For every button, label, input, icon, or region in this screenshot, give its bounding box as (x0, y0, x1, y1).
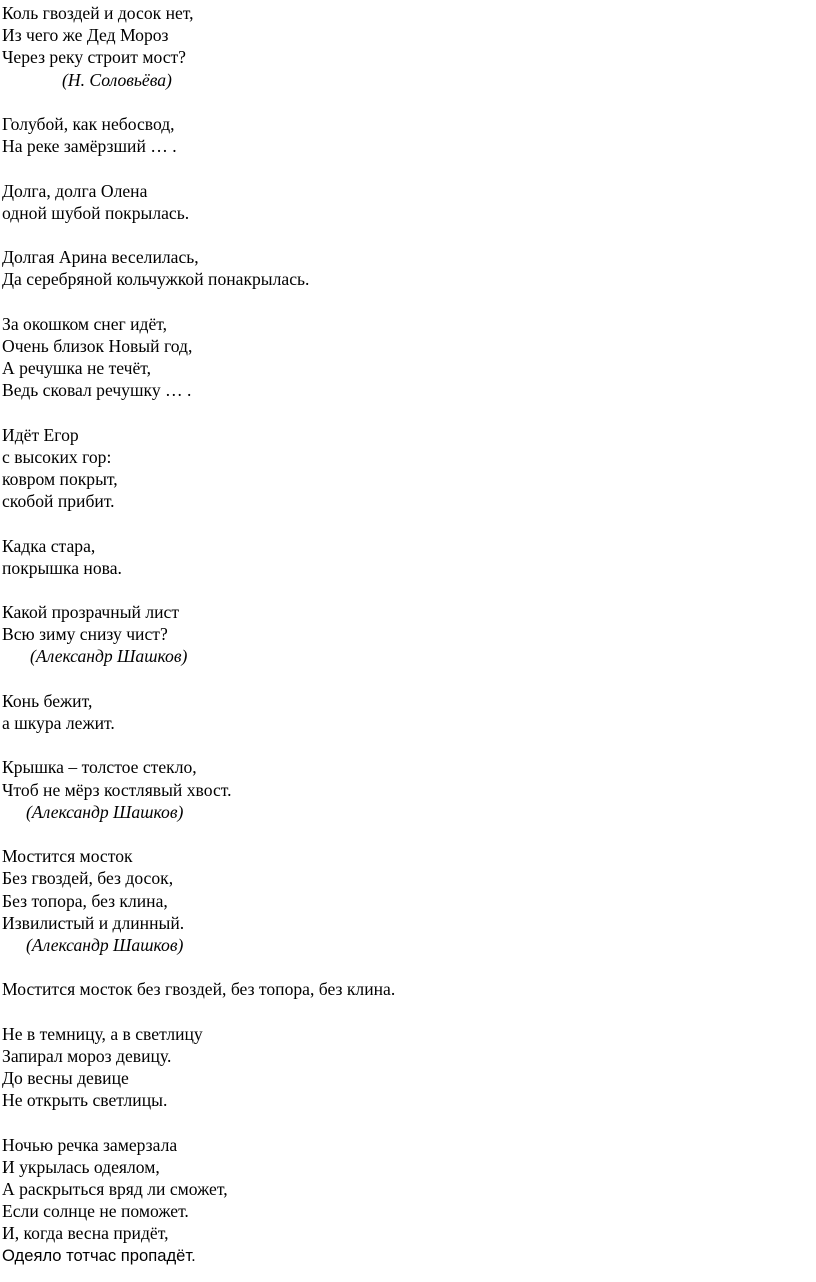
riddle-author: (Александр Шашков) (26, 801, 184, 822)
riddle-line: На реке замёрзший … . (2, 136, 177, 157)
riddle-line: Ночью речка замерзала (2, 1134, 178, 1155)
riddle-line: И укрылась одеялом, (2, 1156, 160, 1177)
riddle-line: Идёт Егор (2, 424, 79, 445)
riddle-13 (2, 1023, 816, 1112)
riddle-line: а шкура лежит. (2, 713, 115, 733)
stanza-gap (2, 401, 816, 423)
riddle-line: Не открыть светлицы. (2, 1090, 168, 1111)
riddle-line: А раскрыться вряд ли сможет, (2, 1178, 228, 1199)
riddle-line: Извилистый и длинный. (2, 912, 185, 933)
riddle-line: Голубой, как небосвод, (2, 113, 175, 134)
stanza-gap (2, 823, 816, 845)
riddle-line: Из чего же Дед Мороз (2, 25, 169, 46)
riddle-line: Крышка – толстое стекло, (2, 757, 197, 778)
riddle-line: Конь бежит, (2, 690, 93, 711)
stanza-gap (2, 157, 816, 179)
riddle-line: Коль гвоздей и досок нет, (2, 3, 194, 23)
stanza-gap (2, 1111, 816, 1133)
riddle-7 (2, 535, 816, 579)
riddle-line: Мостится мосток без гвоздей, без топора, без клина. (2, 979, 396, 1000)
riddle-line: скобой прибит. (2, 491, 115, 512)
riddle-line: ковром покрыт, (2, 468, 118, 489)
riddle-line: Без топора, без клина, (2, 890, 168, 911)
riddle-line: И, когда весна придёт, (2, 1223, 169, 1244)
riddle-line: Если солнце не поможет. (2, 1201, 189, 1222)
riddle-10 (2, 756, 816, 823)
riddle-3 (2, 180, 816, 224)
riddle-line: Долга, долга Олена (2, 180, 148, 201)
riddle-2 (2, 113, 816, 157)
riddle-line: покрышка нова. (2, 557, 122, 578)
riddle-6 (2, 424, 816, 513)
riddle-author: (Александр Шашков) (30, 646, 188, 667)
stanza-gap (2, 1000, 816, 1022)
riddle-11 (2, 845, 816, 956)
riddle-line: Через реку строит мост? (2, 47, 186, 68)
riddle-line: Да серебряной кольчужкой понакрылась. (2, 269, 310, 290)
riddle-line: Мостится мосток (2, 846, 133, 867)
stanza-gap (2, 224, 816, 246)
riddle-4 (2, 246, 816, 290)
riddle-1 (2, 2, 816, 91)
stanza-gap (2, 512, 816, 534)
stanza-gap (2, 668, 816, 690)
riddle-line: Ведь сковал речушку … . (2, 380, 192, 401)
riddle-line: Долгая Арина веселилась, (2, 247, 199, 268)
riddle-line: Одеяло тотчас пропадёт. (2, 1245, 196, 1265)
riddle-line: Какой прозрачный лист (2, 602, 180, 623)
stanza-gap (2, 91, 816, 113)
riddle-line: Очень близок Новый год, (2, 335, 193, 356)
riddle-line: За окошком снег идёт, (2, 313, 168, 334)
riddle-line: До весны девице (2, 1068, 129, 1088)
riddle-line: Не в темницу, а в светлицу (2, 1023, 203, 1044)
riddle-line: Кадка стара, (2, 535, 96, 556)
riddle-author: (Н. Соловьёва) (62, 69, 172, 90)
riddle-5 (2, 313, 816, 402)
stanza-gap (2, 734, 816, 756)
riddle-author: (Александр Шашков) (26, 934, 184, 955)
riddle-line: одной шубой покрылась. (2, 202, 190, 223)
riddle-9 (2, 690, 816, 734)
riddle-line: Чтоб не мёрз костлявый хвост. (2, 779, 232, 800)
riddle-12 (2, 978, 816, 1000)
riddle-line: Запирал мороз девицу. (2, 1045, 172, 1066)
stanza-gap (2, 290, 816, 312)
riddle-14 (2, 1134, 816, 1267)
stanza-gap (2, 579, 816, 601)
riddle-line: с высоких гор: (2, 446, 112, 467)
stanza-gap (2, 956, 816, 978)
riddle-line: Всю зиму снизу чист? (2, 624, 168, 645)
riddle-line: А речушка не течёт, (2, 358, 152, 378)
riddle-8 (2, 601, 816, 668)
riddle-line: Без гвоздей, без досок, (2, 868, 174, 889)
